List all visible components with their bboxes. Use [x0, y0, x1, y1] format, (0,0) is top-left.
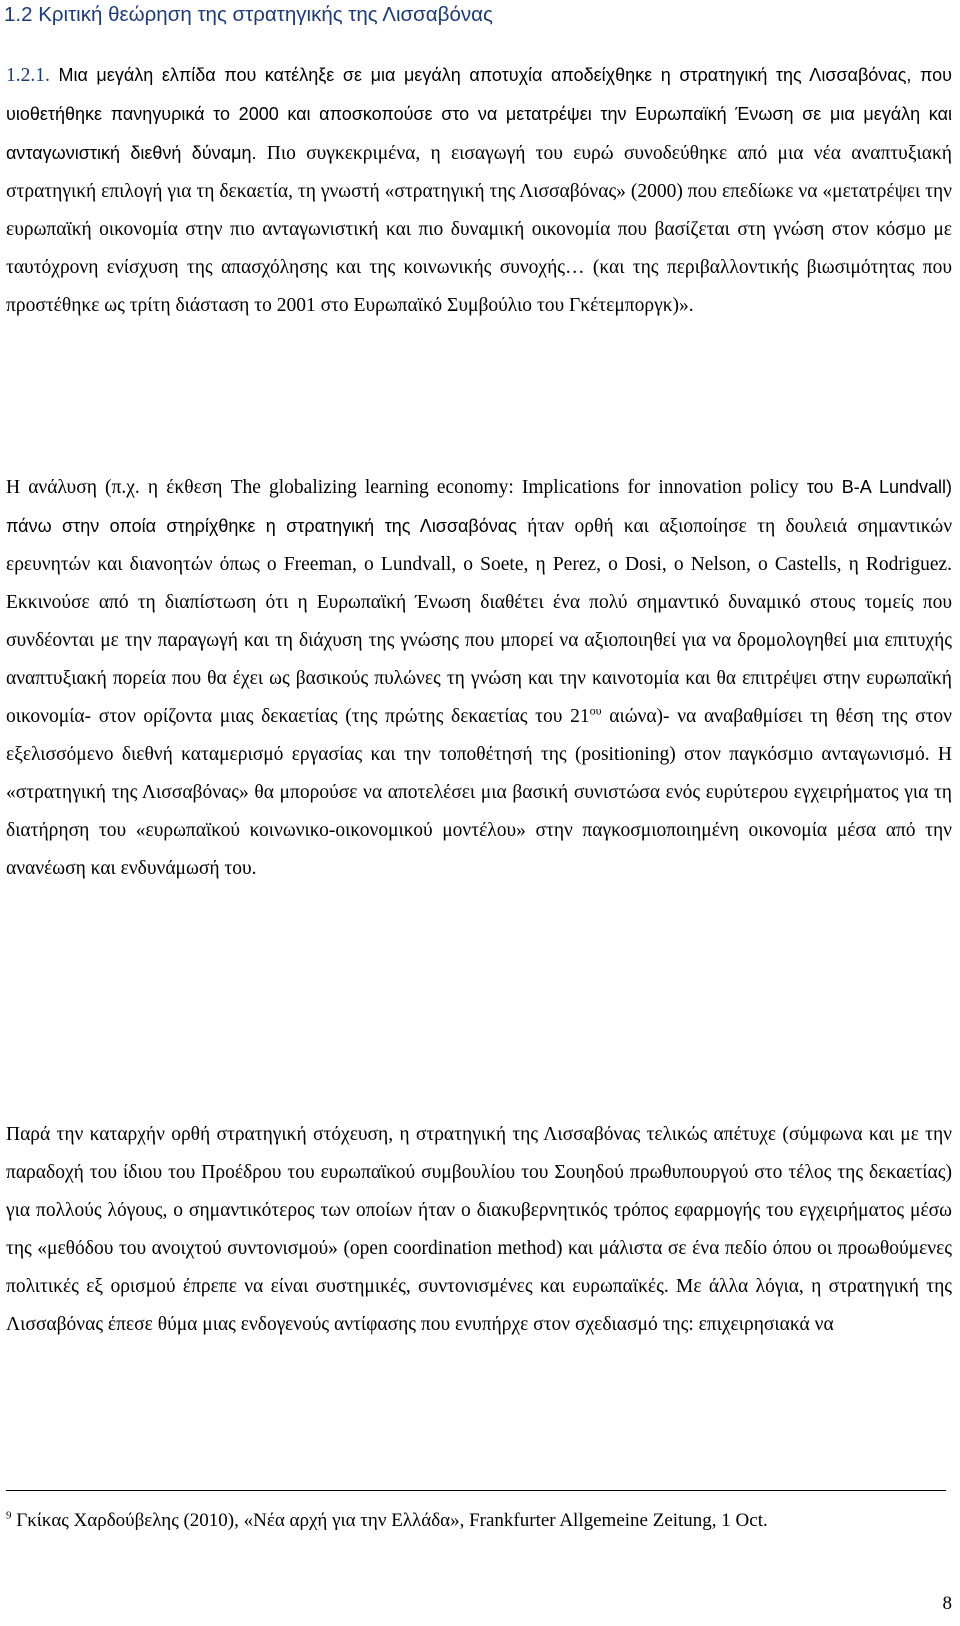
page-number: 8	[942, 1593, 952, 1614]
paragraph-number: 1.2.1.	[6, 65, 50, 86]
footnote-separator	[6, 1490, 946, 1491]
footnote-text: Γκίκας Χαρδούβελης (2010), «Νέα αρχή για την Ελλάδα», Frankfurter Allgemeine Zeitung, 1 Oct.	[11, 1510, 768, 1531]
paragraph-2-sans-run: του B-A Lundvall) πάνω στην οποία στηρίχθηκε η στρατηγική της Λισσαβόνας	[6, 477, 952, 536]
paragraph-2-end: αιώνα)- να αναβαθμίσει τη θέση της στον εξελισσόμενο διεθνή καταμερισμό εργασίας και την τοποθέτησή της (positioning) στον παγκόσμιο ανταγωνισμό. Η «στρατηγική της Λισσαβόνας» θα μπορούσε να αποτελέσει μια βασική συνιστώσα ενός ευρύτερου εγχειρήματος για τη διατήρηση του «ευρωπαϊκού κοινωνικο-οικονομικού μοντέλου» στην παγκοσμιοποιημένη οικονομία μέσα από την ανανέωση και ενδυνάμωσή του.	[6, 706, 952, 879]
paragraph-2	[6, 468, 952, 888]
paragraph-3: Παρά την καταρχήν ορθή στρατηγική στόχευση, η στρατηγική της Λισσαβόνας τελικώς απέτυχε (σύμφωνα και με την παραδοχή του ίδιου του Προέδρου του ευρωπαϊκού συμβουλίου του Σουηδού πρωθυπουργού στο τέλος της δεκαετίας) για πολλούς λόγους, ο σημαντικότερος των οποίων ήταν ο διακυβερνητικός τρόπος εφαρμογής του εγχειρήματος μέσω της «μεθόδου του ανοιχτού συντονισμού» (open coordination method) και μάλιστα σε ένα πεδίο όπου οι προωθούμενες πολιτικές εξ ορισμού έπρεπε να είναι συστημικές, συντονισμένες και ευρωπαϊκές. Με άλλα λόγια, η στρατηγική της Λισσαβόνας έπεσε θύμα μιας ενδογενούς αντίφασης που ενυπήρχε στον σχεδιασμό της: επιχειρησιακά να	[6, 1124, 952, 1335]
paragraph-1-intro: Μια μεγάλη ελπίδα που κατέληξε σε μια μεγάλη αποτυχία αποδείχθηκε η στρατηγική της Λισσαβόνας, που υιοθετήθηκε πανηγυρικά το 2000 και αποσκοπούσε στο να μετατρέψει την Ευρωπαϊκή Ένωση σε μια μεγάλη και ανταγωνιστική διεθνή δύναμη.	[6, 65, 952, 163]
footnote-marker: 9	[6, 1509, 12, 1522]
paragraph-2-middle: ήταν ορθή και αξιοποίησε τη δουλειά σημαντικών ερευνητών και διανοητών όπως ο Freeman, ο Lundvall, ο Soete, η Perez, ο Dosi, ο Nelson, ο Castells, η Rodriguez. Εκκινούσε από τη διαπίστωση ότι η Ευρωπαϊκή Ένωση διαθέτει ένα πολύ σημαντικό δυναμικό στους τομείς που συνδέονται με την παραγωγή και τη διάχυση της γνώσης που μπορεί να αξιοποιηθεί για να δρομολογηθεί μια επιτυχής αναπτυξιακή πορεία που θα έχει ως βασικούς πυλώνες τη γνώση και την καινοτομία και θα επιτρέψει στην ευρωπαϊκή οικονομία- στον ορίζοντα μιας δεκαετίας (της πρώτης δεκαετίας του 21	[6, 516, 953, 727]
paragraph-2-start: Η ανάλυση (π.χ. η έκθεση The globalizing learning economy: Implications for innovation policy	[6, 477, 807, 498]
section-title: 1.2 Κριτική θεώρηση της στρατηγικής της Λισσαβόνας	[4, 3, 493, 26]
paragraph-1-body: Πιο συγκεκριμένα, η εισαγωγή του ευρώ συνοδεύθηκε από μια νέα αναπτυξιακή στρατηγική επιλογή για τη δεκαετία, τη γνωστή «στρατηγική της Λισσαβόνας» (2000) που επεδίωκε να «μετατρέψει την ευρωπαϊκή οικονομία στην πιο ανταγωνιστική και πιο δυναμική οικονομία που βασίζεται στη γνώση στον κόσμο με ταυτόχρονη ενίσχυση της απασχόλησης και της κοινωνικής συνοχής… (και της περιβαλλοντικής βιωσιμότητας που προστέθηκε ως τρίτη διάσταση το 2001 στο Ευρωπαϊκό Συμβούλιο του Γκέτεμποργκ)».	[6, 143, 953, 316]
ordinal-superscript: ου	[589, 703, 602, 718]
paragraph-1	[6, 56, 952, 325]
footnote	[6, 1508, 952, 1534]
